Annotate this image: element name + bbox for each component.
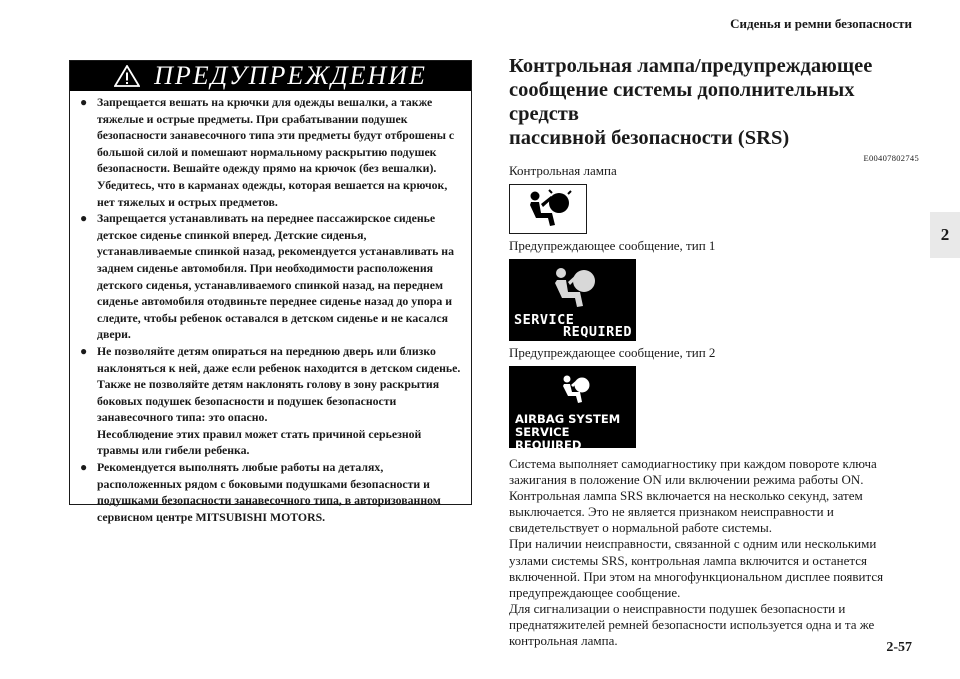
airbag-warning-icon bbox=[549, 265, 597, 309]
display-text-line: SERVICE bbox=[514, 312, 575, 328]
warning-box bbox=[69, 60, 472, 524]
display-text-line: AIRBAG SYSTEM bbox=[515, 412, 621, 426]
warning-item bbox=[80, 343, 463, 459]
warning-lamp-figure bbox=[509, 184, 587, 234]
warning-item bbox=[80, 210, 463, 343]
body-line: контрольная лампа. bbox=[509, 633, 618, 649]
warning-body bbox=[70, 91, 471, 525]
body-line: зажигания в положение ON или включении режима работы ON. bbox=[509, 472, 864, 488]
airbag-warning-icon bbox=[521, 189, 575, 229]
warning-triangle-icon bbox=[114, 65, 140, 87]
body-line: Для сигнализации о неисправности подушек безопасности и bbox=[509, 600, 846, 616]
warning-header bbox=[70, 61, 471, 91]
chapter-number: 2 bbox=[940, 225, 950, 244]
section-title-line: Контрольная лампа/предупреждающее bbox=[509, 55, 873, 77]
srs-section bbox=[509, 54, 919, 649]
caption-message-type1: Предупреждающее сообщение, тип 1 bbox=[509, 238, 716, 253]
body-line: При наличии неисправности, связанной с одним или несколькими bbox=[509, 536, 877, 552]
body-line: преднатяжителей ремней безопасности используется одна и та же bbox=[509, 616, 875, 632]
display-text-line: SERVICE REQUIRED bbox=[515, 425, 582, 452]
warning-paragraph: Рекомендуется выполнять любые работы на деталях, расположенных рядом с боковыми подушками безопасности и подушками безопасности занавесочного типа, в авторизованном сервисном центре MITSUBISHI MOTORS. bbox=[97, 460, 441, 524]
document-code: E00407802745 bbox=[863, 153, 919, 163]
caption-warning-lamp: Контрольная лампа bbox=[509, 163, 617, 178]
warning-paragraph: Несоблюдение этих правил может стать причиной серьезной травмы или гибели ребенка. bbox=[97, 426, 422, 458]
warning-paragraph: Запрещается вешать на крючки для одежды вешалки, а также тяжелые и острые предметы. При срабатывании подушек безопасности занавесочного типа эти предметы будут отброшены с большой силой и помешают нормальному раскрытию подушек безопасности. Вешайте одежду прямо на крючок (без вешалки). Убедитесь, что в карманах одежды, которая вешается на крючок, нет тяжелых и острых предметов. bbox=[97, 95, 455, 209]
warning-item bbox=[80, 459, 463, 525]
warning-item bbox=[80, 94, 463, 210]
body-line: свидетельствует о нормальной работе системы. bbox=[509, 520, 772, 536]
body-line: Система выполняет самодиагностику при каждом повороте ключа bbox=[509, 456, 877, 471]
warning-paragraph: Также не позволяйте детям наклонять голову в зону раскрытия боковых подушек безопасности и подушек безопасности занавесочного типа: это опасно. bbox=[97, 377, 440, 425]
page-number: 2-57 bbox=[886, 640, 912, 655]
bullet-icon: ● bbox=[80, 343, 88, 358]
warning-title: ПРЕДУПРЕЖДЕНИЕ bbox=[154, 61, 427, 90]
body-line: узлами системы SRS, контрольная лампа включится и останется bbox=[509, 552, 867, 568]
airbag-warning-icon bbox=[559, 374, 591, 404]
body-line: Контрольная лампа SRS включается на несколько секунд, затем bbox=[509, 488, 863, 504]
body-line: выключается. Это не является признаком неисправности и bbox=[509, 504, 834, 520]
bullet-icon: ● bbox=[80, 460, 88, 475]
body-line: включенной. При этом на многофункциональном дисплее появится bbox=[509, 568, 884, 584]
bullet-icon: ● bbox=[80, 211, 88, 226]
bullet-icon: ● bbox=[80, 95, 88, 109]
warning-paragraph: Не позволяйте детям опираться на переднюю дверь или близко наклоняться к ней, даже если ребенок находится в детском сиденье. bbox=[97, 343, 461, 375]
section-title bbox=[509, 54, 919, 150]
caption-message-type2: Предупреждающее сообщение, тип 2 bbox=[509, 345, 716, 360]
message-display-type2 bbox=[509, 366, 636, 452]
body-line: предупреждающее сообщение. bbox=[509, 584, 681, 600]
section-body-text bbox=[509, 456, 919, 649]
running-head: Сиденья и ремни безопасности bbox=[730, 16, 912, 31]
section-title-line: пассивной безопасности (SRS) bbox=[509, 127, 790, 149]
section-title-line: сообщение системы дополнительных средств bbox=[509, 79, 855, 125]
warning-paragraph: Запрещается устанавливать на переднее пассажирское сиденье детское сиденье спинкой вперед. Детские сиденья, устанавливаемые спинкой назад, рекомендуется устанавливать на заднем сиденье автомобиля. При необходимости расположения детского сиденья, устанавливаемого спинкой назад, на переднем сиденье автомобиля отодвиньте переднее сиденье назад до упора и следите, чтобы ребенок оставался в детском сиденье и не касался двери. bbox=[97, 211, 454, 342]
display-text-line: REQUIRED bbox=[562, 324, 632, 340]
chapter-tab bbox=[930, 212, 960, 258]
message-display-type1 bbox=[509, 259, 636, 341]
